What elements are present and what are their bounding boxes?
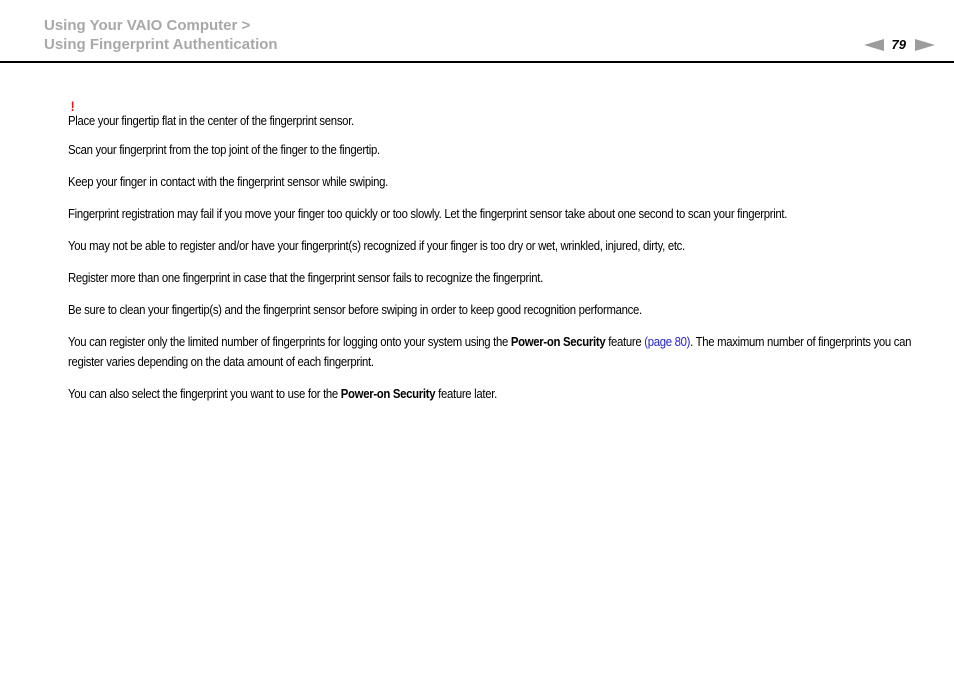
note-paragraph: Keep your finger in contact with the fingerprint sensor while swiping.	[68, 174, 388, 189]
page-80-link[interactable]: (page 80)	[644, 334, 691, 349]
note-paragraph: Scan your fingerprint from the top joint of the finger to the fingertip.	[68, 142, 380, 157]
page-content	[68, 99, 919, 416]
page-number: 79	[891, 37, 906, 52]
note-paragraph: Register more than one fingerprint in case that the fingerprint sensor fails to recognize the fingerprint.	[68, 270, 543, 285]
previous-page-arrow-icon[interactable]	[864, 39, 884, 51]
note-paragraph-power-on-limit	[68, 332, 919, 372]
text-run: . The maximum number of fingerprints you can register varies depending on the data amount of each fingerprint.	[68, 334, 912, 369]
note-paragraph: Fingerprint registration may fail if you move your finger too quickly or too slowly. Let the fingerprint sensor take about one second to scan your fingerprint.	[68, 206, 788, 221]
next-page-arrow-icon[interactable]	[915, 39, 935, 51]
note-paragraph: Be sure to clean your fingertip(s) and the fingerprint sensor before swiping in order to keep good recognition performance.	[68, 302, 642, 317]
warning-exclamation-icon: !	[70, 98, 75, 114]
breadcrumb-section[interactable]: Using Your VAIO Computer >	[44, 17, 251, 34]
note-paragraph: Place your fingertip flat in the center of the fingerprint sensor.	[68, 113, 354, 128]
text-run: You can also select the fingerprint you want to use for the	[68, 386, 341, 401]
page-header	[0, 0, 954, 63]
text-run: feature	[605, 334, 645, 349]
breadcrumb	[44, 16, 278, 54]
text-run: You can register only the limited number of fingerprints for logging onto your system using the	[68, 334, 511, 349]
text-run: feature later.	[435, 386, 497, 401]
breadcrumb-page[interactable]: Using Fingerprint Authentication	[44, 36, 278, 53]
page-navigator	[864, 37, 935, 53]
feature-name-bold: Power-on Security	[510, 334, 606, 349]
note-paragraph-power-on-select	[68, 384, 919, 404]
note-paragraph: You may not be able to register and/or have your fingerprint(s) recognized if your finger is too dry or wet, wrinkled, injured, dirty, etc.	[68, 238, 685, 253]
feature-name-bold: Power-on Security	[340, 386, 436, 401]
